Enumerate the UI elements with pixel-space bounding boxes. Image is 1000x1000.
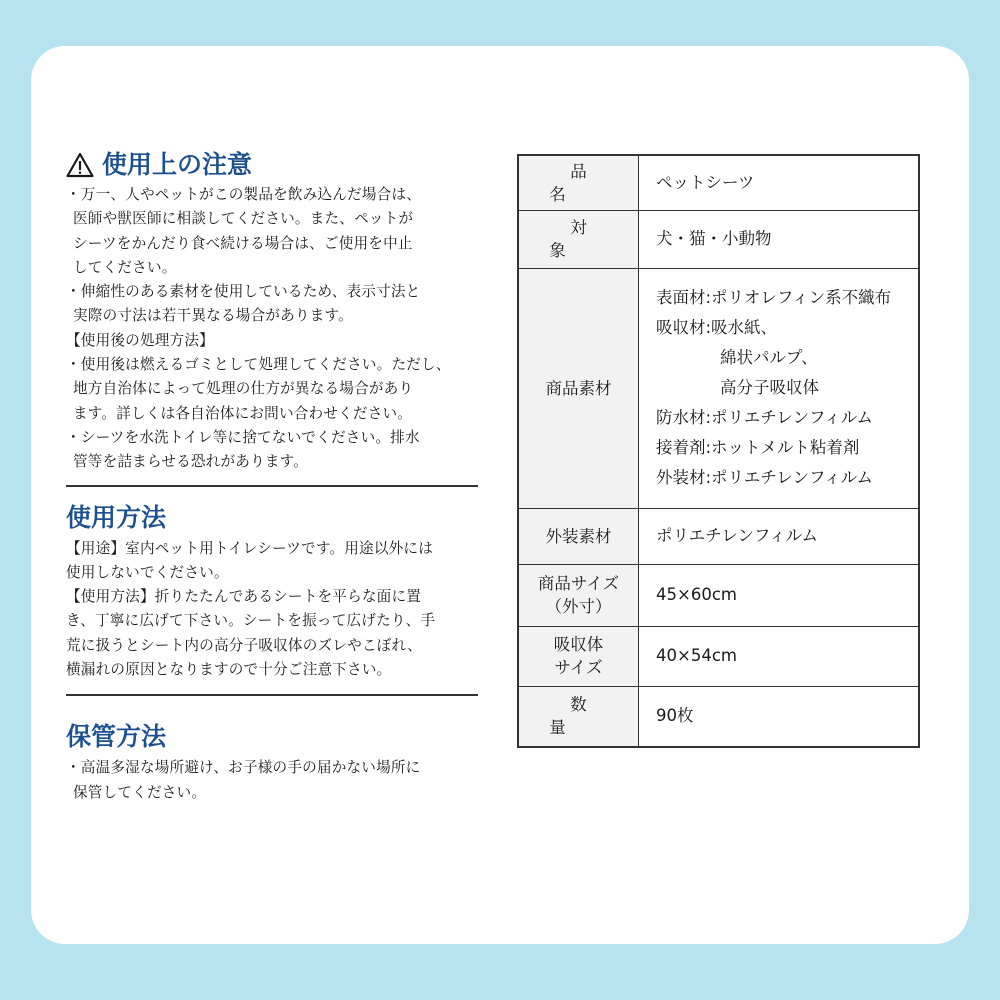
spec-value: ポリエチレンフィルム [639, 508, 920, 564]
caution-title: 使用上の注意 [102, 150, 253, 179]
spec-row-target [518, 210, 919, 268]
material-line: 表面材:ポリオレフィン系不織布 [656, 288, 892, 307]
instructions-column [66, 148, 478, 805]
caution-section [66, 148, 478, 487]
caution-line: ・シーツを水洗トイレ等に捨てないでください。排水 [66, 428, 420, 446]
caution-line: 実際の寸法は若干異なる場合があります。 [73, 307, 353, 325]
usage-section [66, 501, 478, 697]
caution-line: シーツをかんだり食べ続ける場合は、ご使用を中止 [73, 234, 413, 252]
spec-row-material [518, 268, 919, 508]
material-line: 高分子吸収体 [720, 378, 819, 397]
section-divider [66, 485, 478, 487]
spec-key: 外装素材 [518, 508, 639, 564]
material-line: 接着剤:ホットメルト粘着剤 [656, 438, 860, 457]
caution-line: ・使用後は燃えるゴミとして処理してください。ただし、 [66, 356, 451, 374]
material-line: 綿状パルプ、 [720, 348, 818, 367]
spec-value: ペットシーツ [639, 155, 920, 210]
storage-section [66, 720, 478, 805]
usage-line: 【使用方法】折りたたんであるシートを平らな面に置 [66, 588, 422, 606]
spec-key: 商品サイズ （外寸） [518, 564, 639, 626]
usage-line: 使用しないでください。 [66, 563, 229, 581]
spec-row-name [518, 155, 919, 210]
caution-line: ・伸縮性のある素材を使用しているため、表示寸法と [66, 283, 421, 301]
spec-key: 対象 [518, 210, 639, 268]
usage-line: 荒に扱うとシート内の高分子吸収体のズレやこぼれ、 [66, 636, 422, 654]
material-line: 防水材:ポリエチレンフィルム [656, 408, 874, 427]
caution-line: 医師や獣医師に相談してください。また、ペットが [73, 210, 414, 228]
spec-value: 40×54cm [639, 626, 920, 686]
storage-line: 保管してください。 [73, 783, 207, 801]
spec-row-quantity [518, 686, 919, 747]
spec-key: 数量 [518, 686, 639, 747]
spec-key: 品名 [518, 155, 639, 210]
storage-heading: 保管方法 [66, 722, 167, 752]
caution-line: 地方自治体によって処理の仕方が異なる場合があり [73, 380, 414, 398]
disposal-subheading: 【使用後の処理方法】 [66, 331, 214, 349]
spec-key: 商品素材 [518, 268, 639, 508]
caution-line: 管等を詰まらせる恐れがあります。 [73, 453, 309, 471]
material-line: 外装材:ポリエチレンフィルム [656, 468, 874, 487]
usage-line: 横漏れの原因となりますので十分ご注意下さい。 [66, 661, 392, 679]
spec-value [639, 268, 920, 508]
caution-line: ます。詳しくは各自治体にお問い合わせください。 [73, 404, 413, 422]
caution-heading [66, 148, 478, 182]
section-divider [66, 694, 478, 696]
spec-value: 犬・猫・小動物 [639, 210, 920, 268]
spec-value: 90枚 [639, 686, 920, 747]
spec-row-package [518, 508, 919, 564]
storage-line: ・高温多湿な場所避け、お子様の手の届かない場所に [66, 759, 421, 777]
spec-table [517, 154, 920, 748]
usage-heading: 使用方法 [66, 502, 167, 532]
material-line: 吸収材:吸水紙、 [656, 318, 778, 337]
caution-line: ・万一、人やペットがこの製品を飲み込んだ場合は、 [66, 186, 422, 203]
spec-key: 吸収体 サイズ [518, 626, 639, 686]
spec-value: 45×60cm [639, 564, 920, 626]
warning-icon [66, 152, 94, 178]
usage-line: 【用途】室内ペット用トイレシーツです。用途以外には [66, 539, 433, 557]
caution-line: してください。 [73, 258, 177, 276]
spec-row-absorber [518, 626, 919, 686]
usage-line: き、丁寧に広げて下さい。シートを振って広げたり、手 [66, 612, 436, 630]
spec-row-size [518, 564, 919, 626]
